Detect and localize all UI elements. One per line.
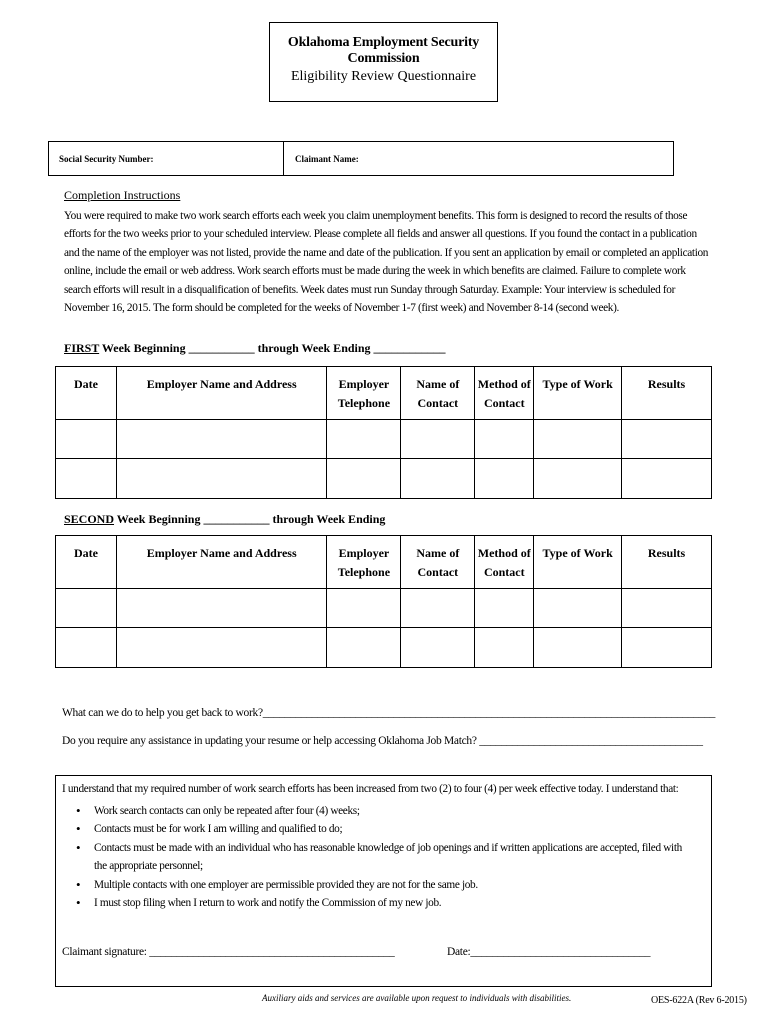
col-contact xyxy=(401,367,475,420)
col-method-l1: Method of xyxy=(477,377,531,391)
table-header-row xyxy=(56,536,712,589)
col-date: Date xyxy=(56,536,117,589)
instructions-body: You were required to make two work search efforts each week you claim unemployment benefits. This form is designed to record the results of those efforts for the two weeks prior to your scheduled interview. Please complete all fields and answer all questions. If you found the contact in a publication and the name of the employer was not listed, provide the name and date of the publication. If you sent an application by email or completed an application online, include the email or web address. Work search efforts must be made during the week in which benefits are claimed. Failure to complete work search efforts will result in a disqualification of benefits. Week dates must run Sunday through Saturday. Example: Your interview is scheduled for November 16, 2015. The form should be completed for the weeks of November 1-7 (first week) and November 8-14 (second week). xyxy=(64,210,709,315)
acknowledgement-intro: I understand that my required number of work search efforts has been increased from two (2) to four (4) per week effective today. I understand that: xyxy=(62,783,679,795)
table-row xyxy=(56,589,712,628)
list-item: • Contacts must be for work I am willing and qualified to do; xyxy=(72,820,692,838)
col-type: Type of Work xyxy=(534,536,622,589)
second-week-ordinal: SECOND xyxy=(64,512,115,526)
entry-cell[interactable] xyxy=(56,459,117,499)
entry-cell[interactable] xyxy=(534,628,622,668)
table-row xyxy=(56,459,712,499)
entry-cell[interactable] xyxy=(327,628,401,668)
agency-title: Oklahoma Employment Security Commission xyxy=(287,35,480,66)
list-item: • Work search contacts can only be repeated after four (4) weeks; xyxy=(72,802,692,820)
claimant-signature-line[interactable]: Claimant signature: _____________________________________________ xyxy=(62,946,395,958)
instructions-heading: Completion Instructions xyxy=(64,188,181,202)
col-contact xyxy=(401,536,475,589)
list-item: • I must stop filing when I return to work and notify the Commission of my new job. xyxy=(72,894,692,912)
form-subtitle: Eligibility Review Questionnaire xyxy=(290,69,477,84)
form-title-box xyxy=(269,22,498,102)
entry-cell[interactable] xyxy=(534,420,622,459)
entry-cell[interactable] xyxy=(534,459,622,499)
question-resume-assistance[interactable]: Do you require any assistance in updating your resume or help accessing Oklahoma Job Match? _________________________________________ xyxy=(62,735,703,747)
first-week-through-label: through Week Ending xyxy=(254,341,374,355)
col-contact-l2: Contact xyxy=(417,565,459,579)
first-week-beginning-label: Week Beginning xyxy=(99,341,189,355)
col-telephone xyxy=(327,536,401,589)
acknowledgement-list xyxy=(72,802,692,912)
col-results: Results xyxy=(622,367,712,420)
col-date: Date xyxy=(56,367,117,420)
col-employer: Employer Name and Address xyxy=(116,367,327,420)
entry-cell[interactable] xyxy=(622,628,712,668)
entry-cell[interactable] xyxy=(327,459,401,499)
first-week-ordinal: FIRST xyxy=(64,341,100,355)
entry-cell[interactable] xyxy=(401,589,475,628)
form-code: OES-622A (Rev 6-2015) xyxy=(651,995,747,1006)
col-method-l2: Contact xyxy=(483,396,525,410)
entry-cell[interactable] xyxy=(401,628,475,668)
col-type: Type of Work xyxy=(534,367,622,420)
entry-cell[interactable] xyxy=(401,420,475,459)
entry-cell[interactable] xyxy=(327,589,401,628)
first-week-end-blank[interactable]: ____________ xyxy=(373,341,446,355)
accessibility-notice: Auxiliary aids and services are available upon request to individuals with disabilities. xyxy=(262,993,572,1003)
entry-cell[interactable] xyxy=(475,420,534,459)
entry-cell[interactable] xyxy=(116,459,327,499)
col-contact-l1: Name of xyxy=(416,546,460,560)
col-telephone-l1: Employer xyxy=(338,546,390,560)
list-item: • Multiple contacts with one employer are permissible provided they are not for the same job. xyxy=(72,876,692,894)
table-row xyxy=(56,420,712,459)
col-telephone xyxy=(327,367,401,420)
col-telephone-l2: Telephone xyxy=(337,396,391,410)
first-week-begin-blank[interactable]: ___________ xyxy=(188,341,255,355)
question-back-to-work[interactable]: What can we do to help you get back to work?___________________________________________________________________________________ xyxy=(62,707,716,719)
entry-cell[interactable] xyxy=(327,420,401,459)
second-week-through-label: through Week Ending xyxy=(269,512,386,526)
col-method-l1: Method of xyxy=(477,546,531,560)
col-contact-l2: Contact xyxy=(417,396,459,410)
col-employer: Employer Name and Address xyxy=(116,536,327,589)
signature-date-line[interactable]: Date:_________________________________ xyxy=(447,946,651,958)
col-method xyxy=(475,367,534,420)
claimant-name-label: Claimant Name: xyxy=(295,154,359,164)
ssn-field[interactable] xyxy=(49,142,284,175)
col-telephone-l2: Telephone xyxy=(337,565,391,579)
first-week-heading xyxy=(64,341,446,356)
entry-cell[interactable] xyxy=(56,628,117,668)
entry-cell[interactable] xyxy=(622,459,712,499)
first-week-table xyxy=(55,366,712,499)
second-week-heading xyxy=(64,512,385,527)
second-week-begin-blank[interactable]: ___________ xyxy=(203,512,270,526)
ssn-label: Social Security Number: xyxy=(59,154,154,164)
entry-cell[interactable] xyxy=(622,589,712,628)
entry-cell[interactable] xyxy=(475,459,534,499)
entry-cell[interactable] xyxy=(116,420,327,459)
entry-cell[interactable] xyxy=(56,420,117,459)
table-row xyxy=(56,628,712,668)
second-week-beginning-label: Week Beginning xyxy=(114,512,204,526)
entry-cell[interactable] xyxy=(475,628,534,668)
second-week-table xyxy=(55,535,712,668)
list-item: • Contacts must be made with an individual who has reasonable knowledge of job openings and if written applications are accepted, filed with the appropriate personnel; xyxy=(72,839,692,876)
entry-cell[interactable] xyxy=(116,628,327,668)
col-method-l2: Contact xyxy=(483,565,525,579)
entry-cell[interactable] xyxy=(401,459,475,499)
col-contact-l1: Name of xyxy=(416,377,460,391)
col-telephone-l1: Employer xyxy=(338,377,390,391)
table-header-row xyxy=(56,367,712,420)
col-results: Results xyxy=(622,536,712,589)
entry-cell[interactable] xyxy=(534,589,622,628)
entry-cell[interactable] xyxy=(116,589,327,628)
entry-cell[interactable] xyxy=(475,589,534,628)
col-method xyxy=(475,536,534,589)
entry-cell[interactable] xyxy=(622,420,712,459)
claimant-info-box xyxy=(48,141,674,176)
entry-cell[interactable] xyxy=(56,589,117,628)
claimant-name-field[interactable] xyxy=(295,142,359,175)
